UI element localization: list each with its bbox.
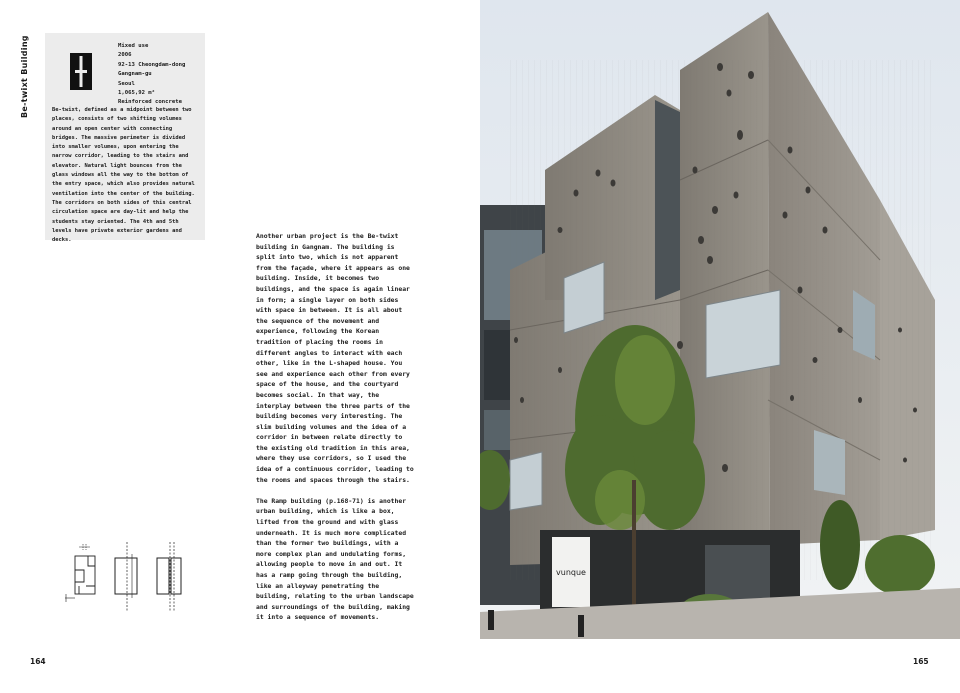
body-text-column bbox=[256, 231, 416, 633]
architectural-sketch-plans-icon bbox=[62, 542, 187, 612]
fact-structure: Reinforced concrete bbox=[118, 99, 182, 106]
fact-description: Be-twixt, defined as a midpoint between two places, consists of two shifting volumes around an open center with connecting bridges. The massive perimeter is divided into smaller volumes, upon entering the narrow corridor, leading to the stairs and elevator. Natural light bounces from the glass windows all the way to the bottom of the entry space, which also provides natural ventilation into the center of the building. The corridors on both sides of this central circulation space are day-lit and help the students stay oriented. The 4th and 5th levels have private exterior gardens and decks. bbox=[52, 107, 195, 244]
fact-use: Mixed use bbox=[118, 43, 149, 49]
fact-list bbox=[118, 42, 185, 108]
body-paragraph: Another urban project is the Be-twixt building in Gangnam. The building is split into two, which is not apparent from the façade, where it appears as one building. Inside, it becomes two buildings, and the space is again linear in form; a single layer on both sides with space in between. It is all about the sequence of the movement and experience, following the Korean tradition of placing the rooms in different angles to interact with each other, like in the L-shaped house. You see and experience each other from every space of the house, and the courtyard becomes social. In that way, the interplay between the three parts of the building becomes very interesting. The slim building volumes and the idea of a corridor in between relate directly to the existing old tradition in this area, where they use corridors, so I used the idea of a continuous corridor, leading to the rooms and spaces through the stairs. bbox=[256, 232, 414, 484]
building-photo bbox=[480, 0, 960, 639]
fact-year: 2006 bbox=[118, 52, 132, 59]
running-title: Be-twixt Building bbox=[20, 35, 29, 118]
right-page bbox=[480, 0, 960, 693]
page-number-left: 164 bbox=[30, 657, 46, 666]
split-block-logo-icon bbox=[70, 53, 92, 90]
fact-area: 1,065,92 m² bbox=[118, 90, 156, 97]
fact-city: Seoul bbox=[118, 80, 135, 87]
body-paragraph: The Ramp building (p.168-71) is another urban building, which is like a box, lifted from the ground and with glass underneath. It is much more complicated than the former two buildings, with a more complex plan and undulating forms, allowing people to move in and out. It has a ramp going through the building, like an alleyway penetrating the building, relating to the urban landscape and surroundings of the building, making it into a sequence of movements. bbox=[256, 496, 414, 622]
fact-box bbox=[45, 33, 205, 244]
shop-sign-text: vunque bbox=[556, 568, 586, 577]
fact-address: 92-13 Cheongdam-dong bbox=[118, 61, 186, 68]
page-number-right: 165 bbox=[913, 657, 929, 666]
fact-district: Gangnam-gu bbox=[118, 71, 152, 78]
